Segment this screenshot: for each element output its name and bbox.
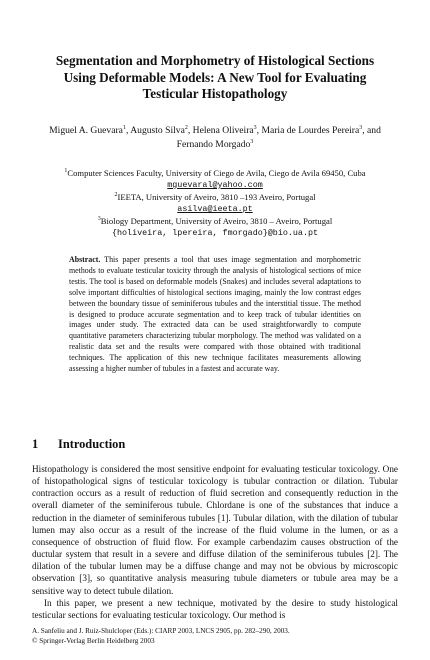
abstract bbox=[69, 255, 361, 375]
title-line: Using Deformable Models: A New Tool for Evaluating bbox=[63, 69, 367, 85]
author-affil-mark: 2 bbox=[184, 124, 188, 131]
email-3[interactable]: {holiveira, lpereira, fmorgado}@bio.ua.pt bbox=[111, 228, 319, 238]
email-1[interactable]: mguevaral@yahoo.com bbox=[167, 180, 263, 190]
footer-line: A. Sanfeliu and J. Ruiz-Shulcloper (Eds.): CIARP 2003, LNCS 2905, pp. 282–290, 2003. bbox=[32, 627, 290, 635]
author-name: Augusto Silva bbox=[130, 125, 185, 136]
section-heading bbox=[32, 437, 125, 452]
affiliation-2: $^2$IEETA, University of Aveiro, 3810 –193 Aveiro, Portugal bbox=[114, 192, 316, 202]
footer-line: © Springer-Verlag Berlin Heidelberg 2003 bbox=[32, 636, 155, 645]
body-text bbox=[32, 463, 398, 621]
title-line: Segmentation and Morphometry of Histological Sections bbox=[55, 53, 375, 68]
footer-citation bbox=[32, 627, 398, 646]
email-2[interactable]: asilva@ieeta.pt bbox=[177, 204, 253, 214]
section-title: Introduction bbox=[58, 437, 126, 451]
author-name: Fernando Morgado bbox=[176, 139, 251, 150]
affiliations bbox=[40, 167, 390, 239]
author-list: Miguel A. Guevara$^1$, Augusto Silva$^2$, Helena Oliveira$^3$, Maria de Lourdes Pereira$^3$, and Fernando Morgado$^3$ bbox=[49, 124, 381, 150]
author-affil-mark: 3 bbox=[253, 124, 257, 131]
body-paragraph: In this paper, we present a new technique, motivated by the desire to study histological testicular sections for evaluating testicular toxicology. Our method is bbox=[32, 597, 398, 620]
paper-title bbox=[20, 53, 410, 103]
abstract-label: Abstract. bbox=[69, 255, 101, 264]
body-paragraph: Histopathology is considered the most sensitive endpoint for evaluating testicular toxicology. One of histopathological signs of testicular toxicology is tubular contraction or dilation. Tubular contraction occurs as a result of reduction of fluid secretion and consequently reduction in the overall diameter of the seminiferous tubule. Chlordane is one of the substances that induce a reduction in the diameter of seminiferous tubules [1]. Tubular dilation, with the dilation of tubular lumen may also occur as a result of the increase of the fluid volume in the lumen, or as a consequence of obstruction of fluid flow. For example carbendazim causes obstruction of the ductular system that result in a severe and diffuse dilation of the seminiferous tubules [2]. The dilation of the tubular lumen may be a diffuse change and may not be obvious by microscopic observation [3], so quantitative analysis measuring tubule diameters or tubule area may be a sensitive way to detect tubule dilation. bbox=[32, 464, 398, 596]
author-name: Helena Oliveira bbox=[192, 125, 254, 136]
author-conjunction: and bbox=[367, 125, 381, 136]
affiliation-3: $^3$Biology Department, University of Aveiro, 3810 – Aveiro, Portugal bbox=[97, 216, 333, 226]
author-affil-mark: 1 bbox=[122, 124, 126, 131]
author-affil-mark: 3 bbox=[250, 138, 254, 145]
affiliation-1: $^1$Computer Sciences Faculty, University of Ciego de Avila, Ciego de Avila 69450, Cuba bbox=[64, 168, 366, 178]
author-affil-mark: 3 bbox=[359, 124, 363, 131]
abstract-text: This paper presents a tool that uses image segmentation and morphometric methods to evaluate testicular toxicity through the analysis of histological sections of mice testis. The tool is based on deformable models (Snakes) and includes several adaptations to solve important difficulties of histological sections imaging, mainly the low contrast edges between the boundary tissue of seminiferous tubules and the interstitial tissue. The method is designed to produce accurate segmentation and to keep track of tubular identities on images under study. The extracted data can be used straightforwardly to compute quantitative parameters characterizing tubular morphology. The method was validated on a realistic data set and the results were compared with those obtained with traditional techniques. The application of this new technique facilitates measurements allowing assessing a higher number of tubules in a fastest and accurate way. bbox=[69, 255, 361, 374]
section-number: 1 bbox=[32, 437, 39, 451]
title-line: Testicular Histopathology bbox=[142, 86, 288, 101]
author-name: Miguel A. Guevara bbox=[49, 125, 123, 136]
author-name: Maria de Lourdes Pereira bbox=[261, 125, 360, 136]
